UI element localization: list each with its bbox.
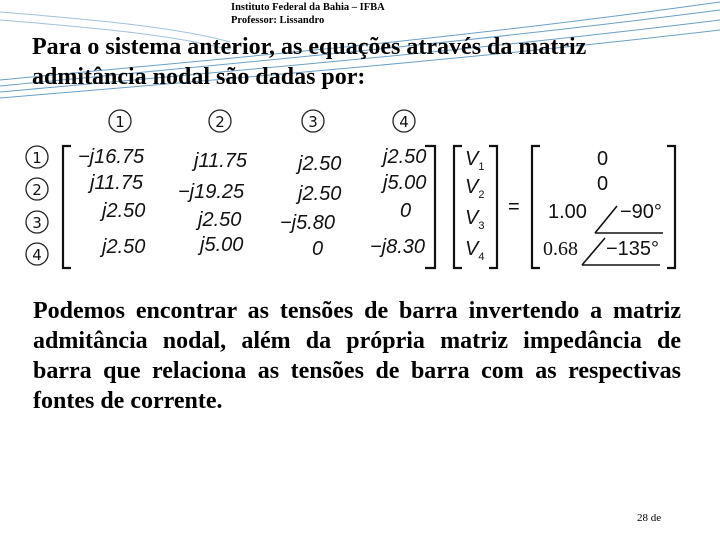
matrix-cell-4-2: j5.00 [200, 234, 244, 256]
row-bus-4: 4 [32, 246, 42, 264]
equals-sign: = [508, 196, 520, 218]
voltage-v2 [465, 176, 484, 201]
matrix-cell-1-2: j11.75 [194, 150, 248, 172]
voltage-v4-subscript: 4 [478, 251, 485, 263]
voltage-v1-subscript: 1 [478, 161, 485, 173]
voltage-v4-symbol: V [465, 238, 479, 260]
column-bus-4: 4 [399, 113, 409, 131]
matrix-cell-1-1: −j16.75 [78, 146, 145, 168]
header [231, 1, 385, 27]
matrix-cell-3-2: j2.50 [198, 209, 242, 231]
row-bus-markers [22, 144, 54, 270]
matrix-cell-4-4: −j8.30 [370, 236, 426, 258]
matrix-cell-1-3: j2.50 [298, 153, 342, 175]
current-i4-magnitude: 0.68 [543, 238, 578, 260]
row-bus-3: 3 [32, 214, 42, 232]
current-i1: 0 [597, 148, 609, 170]
row-bus-1: 1 [32, 149, 42, 167]
voltage-right-bracket [489, 146, 497, 268]
voltage-v4 [465, 238, 484, 263]
voltage-v1-symbol: V [465, 148, 479, 170]
matrix-left-bracket [63, 146, 71, 268]
row-bus-2: 2 [32, 181, 42, 199]
column-bus-3: 3 [308, 113, 318, 131]
voltage-v3-subscript: 3 [478, 220, 485, 232]
current-right-bracket [667, 146, 675, 268]
voltage-v3-symbol: V [465, 207, 479, 229]
current-left-bracket [532, 146, 540, 268]
column-bus-1: 1 [115, 113, 125, 131]
matrix-cell-2-3: j2.50 [298, 183, 342, 205]
column-bus-2: 2 [215, 113, 225, 131]
matrix-right-bracket [425, 146, 435, 268]
matrix-cell-2-1: j11.75 [90, 172, 144, 194]
angle-mark-row3-slash [595, 206, 617, 233]
body-paragraph: Podemos encontrar as tensões de barra invertendo a matriz admitância nodal, além da própria matriz impedância de barra que relaciona as tensões de barra com as respectivas fontes de corrente. [33, 298, 681, 414]
current-i2: 0 [597, 173, 609, 195]
header-professor: Professor: Lissandro [231, 15, 325, 26]
column-bus-markers [100, 106, 430, 138]
current-i4-angle: −135° [606, 238, 660, 260]
voltage-v2-symbol: V [465, 176, 479, 198]
slide-title: Para o sistema anterior, as equações através da matriz admitância nodal são dadas por: [32, 34, 587, 90]
voltage-v3 [465, 207, 484, 232]
voltage-v1 [465, 148, 484, 173]
header-institution: Instituto Federal da Bahia – IFBA [231, 2, 385, 13]
matrix-cell-3-4: 0 [400, 200, 412, 222]
matrix-cell-4-1: j2.50 [102, 236, 146, 258]
current-i3-angle: −90° [620, 201, 662, 223]
voltage-v2-subscript: 2 [478, 189, 485, 201]
page-number: 28 de [637, 512, 662, 524]
matrix-cell-1-4: j2.50 [383, 146, 427, 168]
matrix-cell-3-3: −j5.80 [280, 212, 336, 234]
current-i3-magnitude: 1.00 [548, 201, 587, 223]
voltage-left-bracket [454, 146, 462, 268]
matrix-cell-2-2: −j19.25 [178, 181, 245, 203]
matrix-cell-4-3: 0 [312, 238, 324, 260]
matrix-cell-2-4: j5.00 [383, 172, 427, 194]
angle-mark-row4-slash [582, 238, 605, 265]
matrix-cell-3-1: j2.50 [102, 200, 146, 222]
